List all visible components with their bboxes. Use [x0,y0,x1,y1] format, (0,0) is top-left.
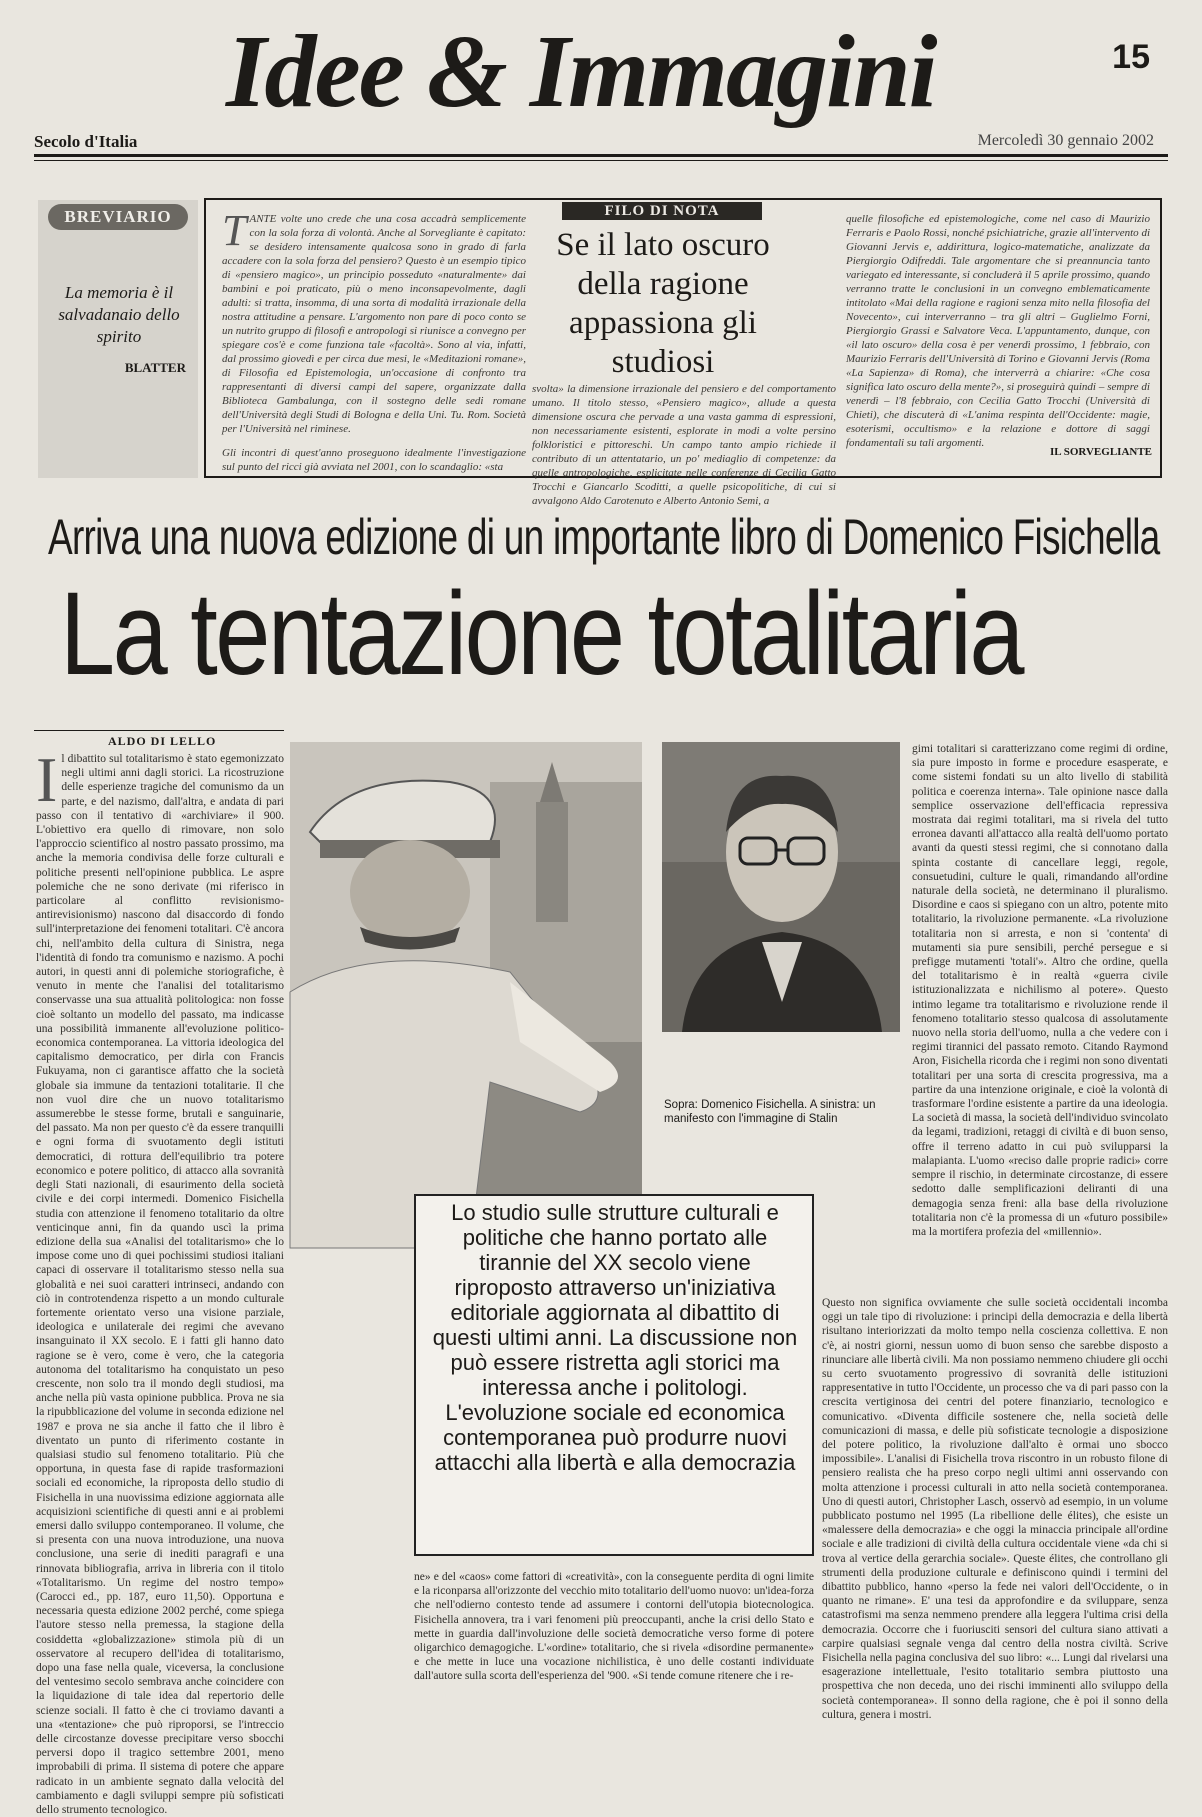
filo-column-1 [222,206,526,452]
article-byline: ALDO DI LELLO [108,734,217,748]
article-column-bottom [414,1570,814,1730]
byline-rule [34,730,284,731]
filo-column-2 [532,382,836,507]
stalin-poster-image [290,742,642,1248]
article-column-3b [822,1296,1168,1736]
masthead-rule-thin [34,160,1168,161]
article-column-1-text: l dibattito sul totalitarismo è stato egemonizzato negli ultimi anni dagli storici. La ricostruzione delle esperienze tragiche del comunismo da un parte, e del nazismo, dall'altra, e andata di pari passo con il tentativo di «archiviare» il 900. L'obiettivo era quello di rimovare, non solo l'approccio scientifico al nostro passato prossimo, ma anche la memoria condivisa delle forze culturali e politiche presenti nell'opinione pubblica. Le aspre polemiche che ne sono derivate (mi riferisco in particolare al conflitto revisionismo-antirevisionismo) nascono dal disaccordo di fondo sull'interpretazione dei fenomeni totalitari. C'è ancora chi, nell'ambito della cultura di Sinistra, nega l'identità di fondo tra comunismo e nazismo. A pochi autori, in questi anni di polemiche storiografiche, è venuto in mente che l'analisi del totalitarismo conservasse una sua attualità politologica: non fosse cioè soltanto un modello del passato, ma indicasse una possibilità immanente all'evoluzione politico-economica contemporanea. La vittoria ideologica del capitalismo democratico, per dirla con Francis Fukuyama, non ci garantisce affatto che la società globale sia immune da tentazioni totalitarie. Il che non vuol dire che un nuovo totalitarismo assumerebbe le stesse forme, brutali e sanguinarie, del passato. Ma non per questo c'è da essere tranquilli e ogni forma di svuotamento degli istituti democratici, di rottura dell'equilibrio tra potere economico e potere politico, di attacco alla sovranità degli Stati nazionali, di esaurimento della società civile e dei corpi intermedi. Domenico Fisichella studia con attenzione il fenomeno totalitario da oltre venticinque anni, fin da quando uscì la prima edizione della sua «Analisi del totalitarismo» che lo impose come uno di quei pochissimi studiosi italiani capaci di osservare il totalitarismo stesso nella sua globalità e nei suoi caratteri intrinseci, andando con ciò in controtendenza rispetto a un mondo culturale fortemente orientato verso una visione parziale, ideologica e unilaterale dei regimi che avevano insanguinato il XX secolo. E i fatti gli hanno dato ragione se è vero, come è vero, che la categoria autonoma del totalitarismo ha conquistato un peso crescente, non solo tra il mondo degli studiosi, ma anche nella più vasta opinione pubblica. Prova ne sia la ripubblicazione del volume in seconda edizione nel 1987 e prova ne sia anche il fatto che il libro è diventato un punto di riferimento costante in qualsiasi studio sul fenomeno totalitario. Più che opportuna, in questa fase di rapide trasformazioni sociali ed economiche, la riproposta dello studio di Fisichella in una nuovissima edizione aggiornata alle acquisizioni scientifiche di questi anni e ai problemi emersi dallo sviluppo contemporaneo. Il volume, che si presenta con una nuova introduzione, una nuova conclusione, una serie di inediti paragrafi e una rinnovata bibliografia, arriva in libreria con il titolo «Totalitarismo. Un regime del nostro tempo» (Carocci ed., pp. 187, euro 11,50). Opportuna e necessaria questa edizione 2002 perché, come spiega l'autore stesso nella premessa, la stagione della cosiddetta «globalizzazione» stimola più di un osservatore al recupero dell'idea di totalitarismo, dopo una fase nella quale, viceversa, la conclusione del ventesimo secolo sembrava anche coincidere con la liquidazione di tale idea dal repertorio delle scienze sociali. Il fatto è che ci troviamo davanti a una «tentazione» che può riproporsi, se l'intreccio delle circostanze dovesse precipitare verso sbocchi perversi dopo il tragico settembre 2001, meno improbabili di prima. Il sistema di potere che appare radicato in un ambiente segnato dalla velocità del cambiamento e dagli sviluppi sempre più sofisticati dello strumento tecnologico. [36,753,284,1817]
pull-quote-text: Lo studio sulle strutture culturali e politiche che hanno portato alle tirannie del XX secolo viene riproposto attraverso un'iniziativa editoriale aggiornata al dibattito di questi ultimi anni. La discussione non può essere ristretta agli storici ma interessa anche i politologi. L'evoluzione sociale ed economica contemporanea può produrre nuovi attacchi alla libertà e alla democrazia [432,1200,798,1475]
section-title: Idee & Immagini [226,14,936,129]
article-column-3b-text: Questo non significa ovviamente che sulle società occidentali incomba oggi un tale tipo di rivoluzione: i principi della democrazia e della libertà risultano interiorizzati da molto tempo nella coscienza collettiva. E non c'è, ai nostri giorni, nessun uomo di buon senso che sarebbe disposto a rinunciare alle libertà civili. Ma non possiamo nemmeno chiudere gli occhi su certo svuotamento progressivo di sovranità delle istituzioni rappresentative in tutto l'Occidente, un processo che va di pari passo con la crescita vertiginosa dei centri del potere finanziario, tecnologico e comunicativo. «Diventa difficile sostenere che, nella società delle comunicazioni di massa, e delle più sofisticate tecnologie a disposizione del potere politico, la rivoluzione dall'alto è ormai uno sbocco impossibile». L'analisi di Fisichella trova riscontro in un robusto filone di pensiero realista che ha preso corpo negli ultimi anni osservando con molta attenzione i processi culturali in atto nella società contemporanea. Uno di questi autori, Christopher Lasch, osservò ad esempio, in un volume pubblicato postumo nel 1995 (La ribellione delle élites), che esiste un «malessere della democrazia» e che oggi la minaccia principale all'ordine sociale e alle tradizioni di civiltà della cultura occidentale viene «da chi si trova al vertice della gerarchia sociale». Queste élites, che controllano gli strumenti della produzione culturale e definiscono quindi i termini del dibattito pubblico, hanno «perso la fede nei valori dell'Occidente, o in quanto ne rimane». E' una tesi da approfondire e da sviluppare, senza catastrofismi ma senza nemmeno prendere alla leggera l'ultima crisi della democrazia. Occorre che i fuoriusciti sensori del cultura siano attivati a carpire qualsiasi segnale venga dal centro della nostra civiltà. Scrive Fisichella nella pagina conclusiva del suo libro: «... Lungi dal rivelarsi una esagerazione intellettuale, l'esito totalitario sembra piuttosto una prospettiva che non deceda, uno dei rischi imminenti allo sviluppo della società contemporanea». Il sonno della ragione, che è poi il sonno della cultura, genera i mostri. [822,1297,1168,1721]
filo-signature: IL SORVEGLIANTE [1050,446,1153,458]
filo-column-3 [846,212,1150,449]
issue-date: Mercoledì 30 gennaio 2002 [977,132,1154,149]
article-column-1 [36,744,284,1817]
filo-column-1b-text: Gli incontri di quest'anno proseguono idealmente l'investigazione sul punto del ricci già avviata nel 2001, con lo scandaglio: «sta [222,447,526,473]
filo-di-nota-label: FILO DI NOTA [562,202,762,220]
article-headline: La tentazione totalitaria [60,568,1022,700]
filo-column-3-text: quelle filosofiche ed epistemologiche, come nel caso di Maurizio Ferraris e Paolo Rossi, nonché psichiatriche, grazie all'intervento di Giovanni Jervis e, addirittura, logico-matematiche, analizzate da Piergiorgio Odifreddi. Tale argomentare che si preannuncia tanto variegato ed interessante, si concluderà il 5 aprile prossimo, quando verranno tratte le conclusioni in un convegno emblematicamente intitolato «Mai della ragione e ragioni senza mito nella filosofia del Novecento», cui interverranno – tra gli altri – Guglielmo Forni, Piergiorgio Grassi e Salvatore Veca. L'appuntamento, dunque, con «il lato oscuro» della cosa è per venerdì prossimo, 1 febbraio, con Maurizio Ferraris dell'Università di Torino e Giovanni Jervis (Roma «La Sapienza» di Roma), che interverrà a chiarire: «Che cosa significa lato oscuro della mente?», si proseguirà quindi – sempre di venerdì – l'8 febbraio, con Cecilia Gatto Trocchi (Università di Chieti), che discuterà di «L'anima respinta dell'Occidente: magie, esoterismi, occultismo» e la relazione e dottore di saggi fondamentali su tali argomenti. [846,213,1150,449]
article-column-3-text: gimi totalitari si caratterizzano come regimi di ordine, sia pure imposto in forme e procedure esasperate, e come sistemi fondati su un alto livello di stabilità politica e coerenza interna». Tale opinione nasce dalla semplice osservazione dell'efficacia repressiva mostrata dai regimi totalitari, ma si rivela del tutto erronea davanti all'attacco alla realtà dell'uomo portato avanti da questi stessi regimi, che si connotano dalla spinta costante di cancellare leggi, regole, consuetudini, culture le quali, rimandando all'ordine naturale della società, ne determinano il pluralismo. Disordine e caos si spiegano con un altro, potente mito totalitario, la rivoluzione permanente. «La rivoluzione totalitaria non si arresta, e non si 'contenta' di mutamenti sia pure sensibili, perché persegue e si prefigge mutamenti 'totali'». Altro che ordine, quella del totalitarismo è in realtà «guerra civile istituzionalizzata e nichilismo al potere». Questo intimo legame tra totalitarismo e rivoluzione rende il fenomeno totalitario stesso qualcosa di assolutamente nuovo nella storia dell'uomo, nulla a che vedere con i regimi tirannici del passato remoto. Citando Raymond Aron, Fisichella ricorda che i regimi non sono diventati totalitari per una sorta di crescita progressiva, ma a partire da una intenzione originale, e cioè la volontà di trasformare l'ordine esistente a partire da una ideologia. La società di massa, la società dell'individuo svincolato da legami, tradizioni, retaggi di civiltà e di buon senso, offre il terreno adatto in cui può svilupparsi la malapianta. L'uomo «reciso dalle proprie radici» corre sempre il rischio, in determinate circostanze, di essere sedotto dalle semplificazioni deliranti di una demagogia senza freni: alla base della rivoluzione totalitaria non c'è la promessa di un «futuro possibile» ma la mortifera profezia del «millennio». [912,743,1168,1238]
article-kicker: Arriva una nuova edizione di un importante libro di Domenico Fisichella [48,509,1160,565]
masthead-rule [34,154,1168,157]
filo-column-1-text: ANTE volte uno crede che una cosa accadrà semplicemente con la sola forza di volontà. Anche al Sorvegliante è capitato: se desidero intensamente qualcosa sono in grado di farla accadere con la sola forza del pensiero? Questo è un esempio tipico di «pensiero magico», un principio posseduto «naturalmente» dai bambini e poi praticato, più o meno inconsapevolmente, dagli adulti: si tratta, insomma, di una sorta di modalità irrazionale della nostra attitudine a pensare. L'argomento non pare di poco conto se un nutrito gruppo di filosofi e antropologi si riunisce a convegno per spiegare cos'è e come funziona tale «facoltà». Sono al via, infatti, dal prossimo giovedì e per circa due mesi, le «Meditazioni romane», di Filosofia ed Epistemologia, un'occasione di confronto tra rappresentanti di diversi campi del sapere, organizzate dalla Biblioteca Gambalunga, con il sostegno delle sedi romane dell'Università degli Studi di Bologna e della Uni. Tu. Rom. Società per l'Università nel riminese. [222,213,526,435]
portrait-illustration [662,742,900,1032]
breviario-label: BREVIARIO [48,204,188,230]
drop-cap: T [222,206,247,255]
fisichella-portrait-image [662,742,900,1032]
photo-caption: Sopra: Domenico Fisichella. A sinistra: un manifesto con l'immagine di Stalin [664,1099,876,1125]
page-number: 15 [1112,38,1150,76]
stalin-poster-illustration [290,742,642,1248]
breviario-author: BLATTER [124,360,186,375]
paper-name: Secolo d'Italia [34,132,138,151]
article-column-3 [912,742,1168,1282]
breviario-quote: La memoria è il salvadanaio dello spirito [58,283,180,346]
filo-di-nota-title: Se il lato oscuro della ragione appassiona gli studiosi [556,227,770,380]
article-column-bottom-text: ne» e del «caos» come fattori di «creatività», con la conseguente perdita di ogni limite e la riconparsa all'orizzonte del vecchio mito totalitario dell'uomo nuovo: un'idea-forza che nell'odierno contesto tende ad assumere i contorni dell'utopia biotecnologica. Fisichella annovera, tra i vari fenomeni più preoccupanti, anche la crisi dello Stato e mette in guardia dall'involuzione delle società democratiche verso forme di potere oligarchico demagogiche. L'«ordine» totalitario, che si rivela «disordine permanente» e che mette in luce una vocazione nichilistica, è uno delle costanti individuate dall'autore sulla scorta dell'esperienza del '900. «Si tende comune ritenere che i re- [414,1571,814,1683]
filo-column-2-text: svolta» la dimensione irrazionale del pensiero e del comportamento umano. Il titolo stesso, «Pensiero magico», allude a questa dimensione oscura che pervade a una vasta gamma di espressioni, non necessariamente esistenti, esplorate in modi a volte persino folkloristici e pittoreschi. Un campo tanto ampio richiede il contributo di un attentatario, un po' mediaglio di competenze: da quelle antropologiche, esplicitate nelle conferenze di Cecilia Gatto Trocchi e Giancarlo Scoditti, a quelle psicopolitiche, di cui si avvalgono Aldo Carotenuto e Alberto Antonio Semi, a [532,383,836,507]
drop-cap-i: I [36,744,58,815]
filo-column-1b [222,446,526,474]
